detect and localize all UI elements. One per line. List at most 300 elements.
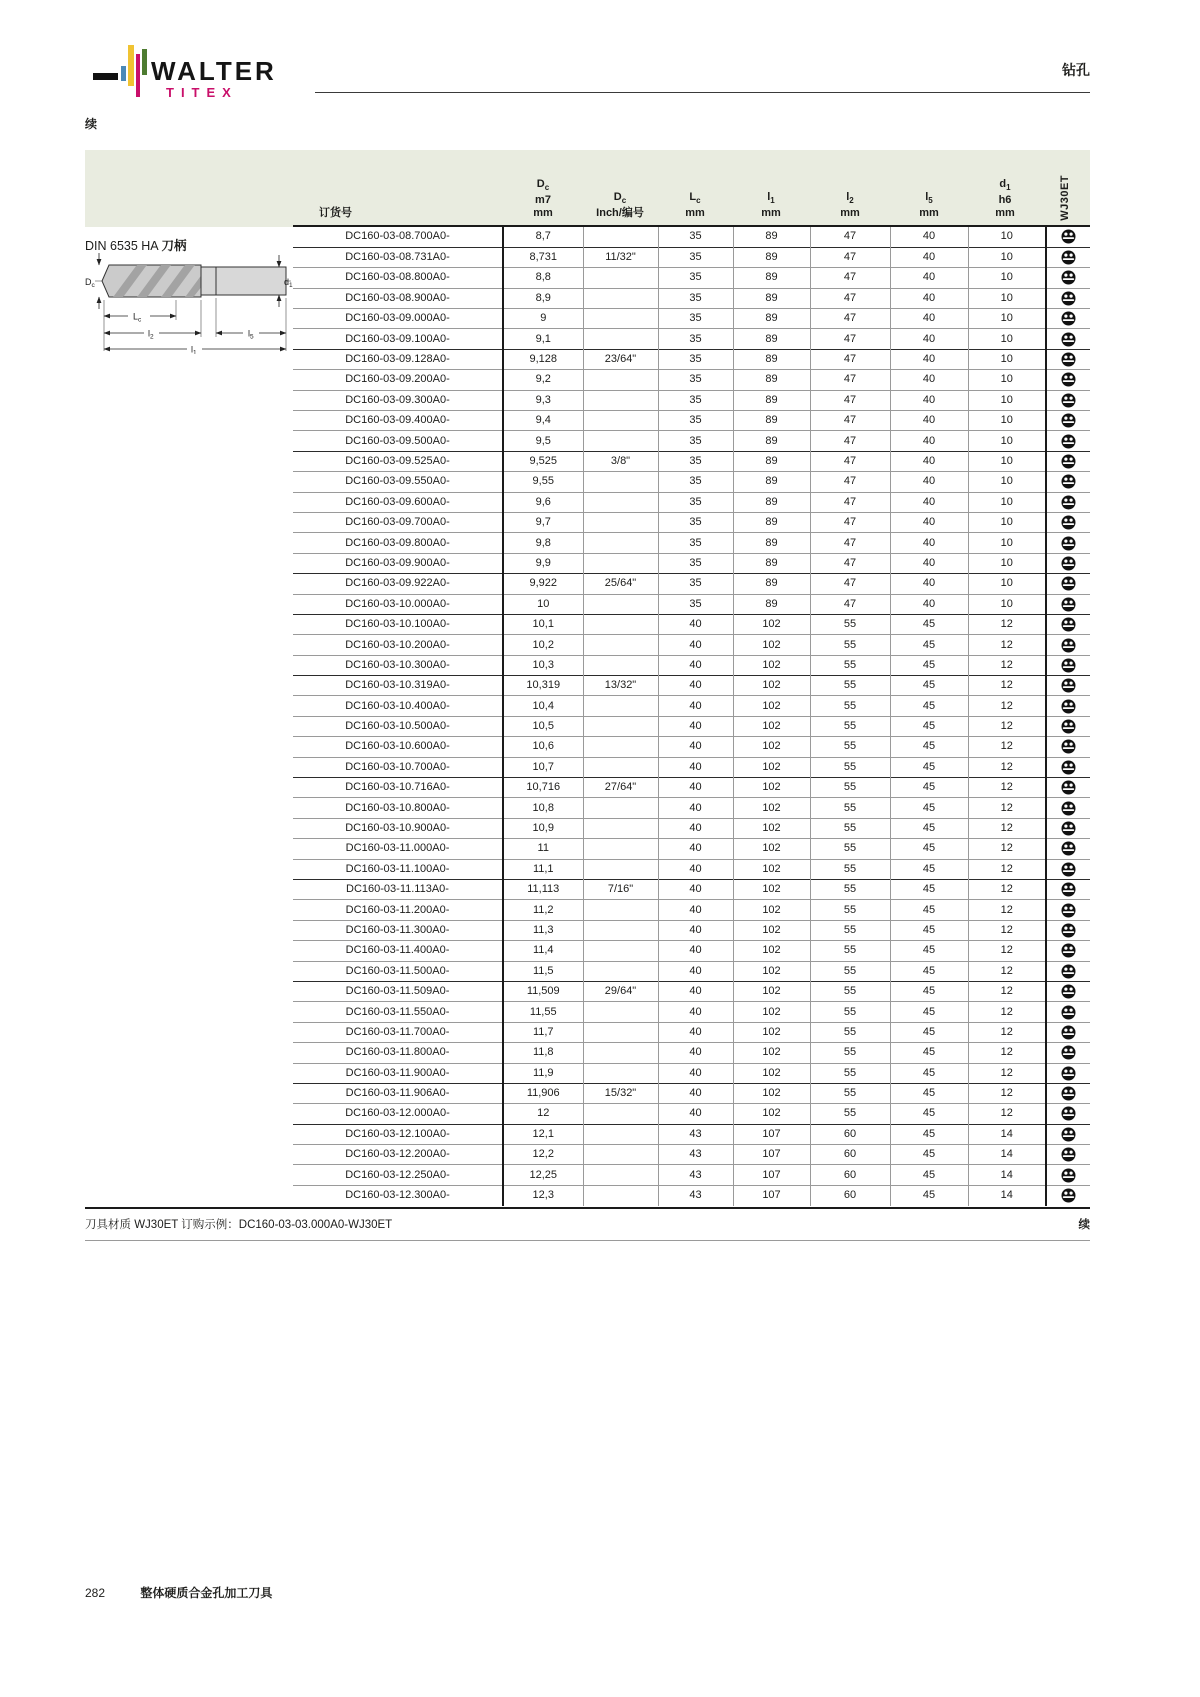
- shank-standard-label: DIN 6535 HA 刀柄: [85, 239, 187, 253]
- wj30et-material-icon: [1061, 984, 1076, 999]
- wj30et-material-icon: [1061, 678, 1076, 693]
- cell-dc-mm: 9,6: [503, 492, 583, 512]
- cell-l1-mm: 89: [733, 329, 810, 349]
- cell-d1-mm: 10: [968, 533, 1046, 553]
- wj30et-material-icon: [1061, 250, 1076, 265]
- cell-d1-mm: 12: [968, 839, 1046, 859]
- cell-grade: [1046, 941, 1090, 961]
- wj30et-material-icon: [1061, 454, 1076, 469]
- cell-dc-mm: 11,8: [503, 1043, 583, 1063]
- cell-l5-mm: 45: [890, 798, 968, 818]
- cell-l5-mm: 40: [890, 349, 968, 369]
- wj30et-material-icon: [1061, 597, 1076, 612]
- cell-l5-mm: 45: [890, 1145, 968, 1165]
- cell-dc-mm: 10,716: [503, 778, 583, 798]
- cell-d1-mm: 12: [968, 614, 1046, 634]
- cell-l5-mm: 45: [890, 676, 968, 696]
- cell-order-no: DC160-03-10.300A0-: [293, 655, 503, 675]
- cell-dc-inch: 3/8": [583, 451, 658, 471]
- cell-l2-mm: 47: [810, 268, 890, 288]
- cell-l1-mm: 102: [733, 635, 810, 655]
- cell-l2-mm: 55: [810, 635, 890, 655]
- cell-lc-mm: 40: [658, 696, 733, 716]
- cell-order-no: DC160-03-08.800A0-: [293, 268, 503, 288]
- cell-l2-mm: 55: [810, 981, 890, 1001]
- footnote: [85, 1216, 1090, 1232]
- cell-grade: [1046, 390, 1090, 410]
- wj30et-material-icon: [1061, 1086, 1076, 1101]
- cell-grade: [1046, 329, 1090, 349]
- cell-lc-mm: 35: [658, 553, 733, 573]
- cell-grade: [1046, 1002, 1090, 1022]
- cell-l1-mm: 102: [733, 778, 810, 798]
- table-row: [293, 880, 1090, 900]
- cell-dc-mm: 11,4: [503, 941, 583, 961]
- cell-l5-mm: 40: [890, 247, 968, 267]
- cell-dc-inch: [583, 1185, 658, 1205]
- wj30et-material-icon: [1061, 699, 1076, 714]
- table-row: [293, 1083, 1090, 1103]
- cell-grade: [1046, 778, 1090, 798]
- cell-grade: [1046, 594, 1090, 614]
- cell-order-no: DC160-03-09.600A0-: [293, 492, 503, 512]
- cell-dc-inch: 13/32": [583, 676, 658, 696]
- cell-lc-mm: 40: [658, 737, 733, 757]
- cell-d1-mm: 10: [968, 574, 1046, 594]
- svg-text:l1: $l_1$: [191, 344, 197, 354]
- cell-grade: [1046, 981, 1090, 1001]
- table-row: [293, 472, 1090, 492]
- logo-titex-text: TITEX: [166, 85, 238, 100]
- cell-dc-inch: [583, 553, 658, 573]
- wj30et-material-icon: [1061, 943, 1076, 958]
- cell-lc-mm: 43: [658, 1124, 733, 1144]
- cell-dc-mm: 8,731: [503, 247, 583, 267]
- cell-d1-mm: 14: [968, 1185, 1046, 1205]
- cell-lc-mm: 43: [658, 1165, 733, 1185]
- cell-lc-mm: 40: [658, 778, 733, 798]
- cell-grade: [1046, 920, 1090, 940]
- cell-dc-inch: [583, 941, 658, 961]
- wj30et-material-icon: [1061, 434, 1076, 449]
- cell-d1-mm: 12: [968, 1063, 1046, 1083]
- cell-dc-inch: [583, 757, 658, 777]
- cell-l1-mm: 102: [733, 716, 810, 736]
- cell-order-no: DC160-03-10.400A0-: [293, 696, 503, 716]
- spec-table-body: [293, 227, 1090, 1206]
- cell-l1-mm: 89: [733, 431, 810, 451]
- cell-d1-mm: 10: [968, 492, 1046, 512]
- cell-l2-mm: 47: [810, 431, 890, 451]
- cell-dc-mm: 11: [503, 839, 583, 859]
- svg-text:d1: $d_1$: [284, 277, 293, 289]
- cell-grade: [1046, 676, 1090, 696]
- cell-l5-mm: 40: [890, 268, 968, 288]
- cell-l2-mm: 55: [810, 1104, 890, 1124]
- cell-dc-mm: 11,1: [503, 859, 583, 879]
- cell-l1-mm: 102: [733, 941, 810, 961]
- logo-bar-green: [142, 49, 147, 75]
- cell-order-no: DC160-03-11.509A0-: [293, 981, 503, 1001]
- table-row: [293, 676, 1090, 696]
- cell-l2-mm: 55: [810, 880, 890, 900]
- cell-grade: [1046, 1043, 1090, 1063]
- cell-dc-mm: 9,3: [503, 390, 583, 410]
- table-row: [293, 431, 1090, 451]
- cell-d1-mm: 12: [968, 920, 1046, 940]
- cell-grade: [1046, 880, 1090, 900]
- cell-dc-inch: [583, 288, 658, 308]
- cell-l2-mm: 47: [810, 451, 890, 471]
- cell-dc-mm: 10,6: [503, 737, 583, 757]
- cell-l5-mm: 40: [890, 492, 968, 512]
- cell-l2-mm: 47: [810, 533, 890, 553]
- cell-l2-mm: 47: [810, 411, 890, 431]
- cell-d1-mm: 10: [968, 288, 1046, 308]
- cell-l2-mm: 55: [810, 839, 890, 859]
- cell-grade: [1046, 451, 1090, 471]
- cell-d1-mm: 12: [968, 676, 1046, 696]
- cell-order-no: DC160-03-08.900A0-: [293, 288, 503, 308]
- cell-grade: [1046, 1185, 1090, 1205]
- cell-lc-mm: 40: [658, 757, 733, 777]
- cell-l2-mm: 55: [810, 941, 890, 961]
- cell-grade: [1046, 1145, 1090, 1165]
- cell-d1-mm: 10: [968, 390, 1046, 410]
- cell-lc-mm: 40: [658, 900, 733, 920]
- table-row: [293, 268, 1090, 288]
- cell-l1-mm: 102: [733, 1022, 810, 1042]
- cell-l1-mm: 89: [733, 247, 810, 267]
- cell-dc-mm: 11,509: [503, 981, 583, 1001]
- wj30et-material-icon: [1061, 270, 1076, 285]
- cell-dc-mm: 9,4: [503, 411, 583, 431]
- cell-order-no: DC160-03-11.113A0-: [293, 880, 503, 900]
- table-row: [293, 451, 1090, 471]
- cell-dc-mm: 10: [503, 594, 583, 614]
- cell-l2-mm: 55: [810, 859, 890, 879]
- cell-lc-mm: 35: [658, 288, 733, 308]
- cell-dc-mm: 12: [503, 1104, 583, 1124]
- cell-l5-mm: 40: [890, 370, 968, 390]
- continued-marker-top: 续: [85, 117, 98, 131]
- cell-lc-mm: 35: [658, 390, 733, 410]
- cell-dc-mm: 10,2: [503, 635, 583, 655]
- table-row: [293, 533, 1090, 553]
- cell-l5-mm: 45: [890, 655, 968, 675]
- cell-l5-mm: 45: [890, 1104, 968, 1124]
- table-header: [85, 150, 1090, 227]
- page-number: 282: [85, 1586, 106, 1600]
- wj30et-material-icon: [1061, 1045, 1076, 1060]
- cell-dc-mm: 9,922: [503, 574, 583, 594]
- cell-d1-mm: 12: [968, 900, 1046, 920]
- cell-grade: [1046, 1083, 1090, 1103]
- cell-l2-mm: 47: [810, 309, 890, 329]
- cell-dc-mm: 10,7: [503, 757, 583, 777]
- cell-l5-mm: 45: [890, 635, 968, 655]
- cell-dc-inch: [583, 737, 658, 757]
- cell-l2-mm: 60: [810, 1145, 890, 1165]
- cell-dc-inch: 7/16": [583, 880, 658, 900]
- cell-order-no: DC160-03-09.922A0-: [293, 574, 503, 594]
- cell-l5-mm: 45: [890, 696, 968, 716]
- cell-d1-mm: 10: [968, 349, 1046, 369]
- cell-order-no: DC160-03-10.700A0-: [293, 757, 503, 777]
- cell-order-no: DC160-03-12.000A0-: [293, 1104, 503, 1124]
- cell-order-no: DC160-03-11.800A0-: [293, 1043, 503, 1063]
- cell-l1-mm: 102: [733, 981, 810, 1001]
- wj30et-material-icon: [1061, 617, 1076, 632]
- cell-d1-mm: 12: [968, 981, 1046, 1001]
- cell-order-no: DC160-03-09.525A0-: [293, 451, 503, 471]
- spec-table: [293, 227, 1090, 1206]
- table-row: [293, 227, 1090, 247]
- cell-l5-mm: 40: [890, 574, 968, 594]
- cell-order-no: DC160-03-09.128A0-: [293, 349, 503, 369]
- wj30et-material-icon: [1061, 413, 1076, 428]
- cell-grade: [1046, 614, 1090, 634]
- cell-grade: [1046, 961, 1090, 981]
- cell-l2-mm: 47: [810, 553, 890, 573]
- wj30et-material-icon: [1061, 821, 1076, 836]
- cell-lc-mm: 40: [658, 920, 733, 940]
- cell-order-no: DC160-03-12.200A0-: [293, 1145, 503, 1165]
- cell-dc-inch: [583, 411, 658, 431]
- table-row: [293, 247, 1090, 267]
- wj30et-material-icon: [1061, 1106, 1076, 1121]
- cell-grade: [1046, 288, 1090, 308]
- cell-l5-mm: 45: [890, 1083, 968, 1103]
- cell-lc-mm: 40: [658, 1002, 733, 1022]
- cell-d1-mm: 12: [968, 798, 1046, 818]
- cell-order-no: DC160-03-09.200A0-: [293, 370, 503, 390]
- cell-l1-mm: 107: [733, 1124, 810, 1144]
- table-row: [293, 411, 1090, 431]
- cell-l1-mm: 102: [733, 900, 810, 920]
- cell-dc-mm: 8,9: [503, 288, 583, 308]
- cell-l5-mm: 45: [890, 716, 968, 736]
- cell-l5-mm: 45: [890, 900, 968, 920]
- cell-l2-mm: 55: [810, 900, 890, 920]
- table-row: [293, 655, 1090, 675]
- cell-l2-mm: 47: [810, 329, 890, 349]
- cell-l2-mm: 55: [810, 1083, 890, 1103]
- cell-dc-inch: [583, 1165, 658, 1185]
- cell-order-no: DC160-03-11.550A0-: [293, 1002, 503, 1022]
- cell-lc-mm: 40: [658, 655, 733, 675]
- cell-l5-mm: 45: [890, 859, 968, 879]
- cell-grade: [1046, 737, 1090, 757]
- logo-walter-text: WALTER: [151, 56, 277, 86]
- svg-text:Lc: $L_c$: [133, 311, 142, 324]
- cell-l1-mm: 102: [733, 818, 810, 838]
- cell-dc-mm: 11,7: [503, 1022, 583, 1042]
- cell-order-no: DC160-03-09.550A0-: [293, 472, 503, 492]
- wj30et-material-icon: [1061, 393, 1076, 408]
- cell-l2-mm: 55: [810, 716, 890, 736]
- cell-lc-mm: 40: [658, 1083, 733, 1103]
- cell-order-no: DC160-03-12.250A0-: [293, 1165, 503, 1185]
- cell-l2-mm: 55: [810, 614, 890, 634]
- cell-l5-mm: 40: [890, 411, 968, 431]
- table-row: [293, 1043, 1090, 1063]
- cell-grade: [1046, 900, 1090, 920]
- cell-order-no: DC160-03-11.400A0-: [293, 941, 503, 961]
- cell-l5-mm: 40: [890, 390, 968, 410]
- cell-d1-mm: 14: [968, 1124, 1046, 1144]
- cell-dc-mm: 10,3: [503, 655, 583, 675]
- cell-dc-mm: 10,9: [503, 818, 583, 838]
- cell-grade: [1046, 655, 1090, 675]
- header-l2: $l_2$ mm: [840, 190, 860, 219]
- cell-lc-mm: 40: [658, 798, 733, 818]
- wj30et-material-icon: [1061, 556, 1076, 571]
- cell-d1-mm: 12: [968, 757, 1046, 777]
- cell-order-no: DC160-03-09.500A0-: [293, 431, 503, 451]
- cell-lc-mm: 35: [658, 247, 733, 267]
- wj30et-material-icon: [1061, 882, 1076, 897]
- cell-l5-mm: 45: [890, 839, 968, 859]
- cell-l5-mm: 45: [890, 778, 968, 798]
- cell-l5-mm: 40: [890, 512, 968, 532]
- cell-d1-mm: 10: [968, 451, 1046, 471]
- cell-dc-inch: [583, 961, 658, 981]
- cell-l5-mm: 45: [890, 961, 968, 981]
- cell-order-no: DC160-03-12.300A0-: [293, 1185, 503, 1205]
- cell-lc-mm: 40: [658, 1063, 733, 1083]
- header-d1: $d_1$ h6 mm: [995, 177, 1015, 219]
- cell-l1-mm: 102: [733, 676, 810, 696]
- cell-dc-inch: [583, 329, 658, 349]
- cell-lc-mm: 35: [658, 227, 733, 247]
- wj30et-material-icon: [1061, 1127, 1076, 1142]
- cell-dc-mm: 8,8: [503, 268, 583, 288]
- cell-l5-mm: 45: [890, 1022, 968, 1042]
- cell-dc-mm: 10,1: [503, 614, 583, 634]
- cell-lc-mm: 35: [658, 533, 733, 553]
- cell-l5-mm: 45: [890, 981, 968, 1001]
- cell-d1-mm: 10: [968, 431, 1046, 451]
- wj30et-material-icon: [1061, 576, 1076, 591]
- header-dc-mm: $D_c$ m7 mm: [533, 177, 553, 219]
- cell-dc-inch: [583, 635, 658, 655]
- cell-order-no: DC160-03-08.700A0-: [345, 230, 450, 243]
- cell-grade: [1046, 1063, 1090, 1083]
- cell-l5-mm: 45: [890, 1124, 968, 1144]
- cell-lc-mm: 40: [658, 716, 733, 736]
- cell-lc-mm: 35: [658, 451, 733, 471]
- cell-lc-mm: 35: [658, 349, 733, 369]
- cell-order-no: DC160-03-10.600A0-: [293, 737, 503, 757]
- cell-l5-mm: 45: [890, 1185, 968, 1205]
- table-row: [293, 370, 1090, 390]
- cell-order-no: DC160-03-09.300A0-: [293, 390, 503, 410]
- cell-dc-mm: 11,55: [503, 1002, 583, 1022]
- wj30et-material-icon: [1061, 311, 1076, 326]
- cell-l5-mm: 45: [890, 757, 968, 777]
- cell-d1-mm: 10: [968, 227, 1046, 247]
- footer-title: 整体硬质合金孔加工刀具: [140, 1586, 273, 1600]
- cell-dc-inch: [583, 1104, 658, 1124]
- cell-lc-mm: 35: [658, 329, 733, 349]
- cell-l5-mm: 40: [890, 451, 968, 471]
- cell-l5-mm: 45: [890, 737, 968, 757]
- cell-dc-inch: [583, 492, 658, 512]
- cell-d1-mm: 10: [968, 594, 1046, 614]
- table-row: [293, 818, 1090, 838]
- cell-l5-mm: 40: [890, 472, 968, 492]
- cell-dc-inch: [583, 655, 658, 675]
- table-row: [293, 390, 1090, 410]
- cell-dc-mm: 9,525: [503, 451, 583, 471]
- cell-dc-mm: 10,319: [503, 676, 583, 696]
- cell-dc-mm: 9,5: [503, 431, 583, 451]
- cell-dc-mm: 9,55: [503, 472, 583, 492]
- table-bottom-rule: [85, 1207, 1090, 1209]
- table-row: [293, 859, 1090, 879]
- table-row: [293, 941, 1090, 961]
- logo-bar-magenta: [136, 54, 140, 97]
- cell-l1-mm: 89: [733, 472, 810, 492]
- cell-dc-mm: 10,5: [503, 716, 583, 736]
- cell-dc-inch: [583, 1022, 658, 1042]
- cell-lc-mm: 40: [658, 1022, 733, 1042]
- cell-l5-mm: 40: [890, 288, 968, 308]
- cell-l5-mm: 40: [890, 329, 968, 349]
- table-row: [293, 553, 1090, 573]
- cell-grade: [1046, 839, 1090, 859]
- wj30et-material-icon: [1061, 352, 1076, 367]
- cell-order-no: DC160-03-11.700A0-: [293, 1022, 503, 1042]
- cell-dc-mm: 11,2: [503, 900, 583, 920]
- cell-dc-mm: 9,8: [503, 533, 583, 553]
- cell-dc-inch: [583, 268, 658, 288]
- wj30et-material-icon: [1061, 372, 1076, 387]
- cell-d1-mm: 10: [968, 329, 1046, 349]
- cell-l1-mm: 102: [733, 961, 810, 981]
- table-row: [293, 614, 1090, 634]
- cell-dc-inch: 27/64": [583, 778, 658, 798]
- cell-d1-mm: 12: [968, 1083, 1046, 1103]
- cell-l1-mm: 102: [733, 1063, 810, 1083]
- cell-dc-mm: 9,9: [503, 553, 583, 573]
- wj30et-material-icon: [1061, 801, 1076, 816]
- cell-grade: [1046, 859, 1090, 879]
- wj30et-material-icon: [1061, 1147, 1076, 1162]
- cell-grade: [1046, 818, 1090, 838]
- cell-d1-mm: 14: [968, 1165, 1046, 1185]
- svg-text:l5: $l_5$: [248, 328, 254, 341]
- cell-order-no: DC160-03-11.200A0-: [293, 900, 503, 920]
- cell-order-no: DC160-03-10.100A0-: [293, 614, 503, 634]
- cell-lc-mm: 40: [658, 614, 733, 634]
- cell-dc-mm: 12,3: [503, 1185, 583, 1205]
- cell-l1-mm: 89: [733, 533, 810, 553]
- wj30et-material-icon: [1061, 964, 1076, 979]
- cell-l2-mm: 55: [810, 696, 890, 716]
- cell-l2-mm: 55: [810, 798, 890, 818]
- table-row: [293, 594, 1090, 614]
- cell-l1-mm: 89: [733, 574, 810, 594]
- cell-lc-mm: 40: [658, 635, 733, 655]
- cell-dc-inch: [583, 1043, 658, 1063]
- cell-d1-mm: 10: [968, 472, 1046, 492]
- cell-l5-mm: 45: [890, 1002, 968, 1022]
- cell-d1-mm: 10: [968, 247, 1046, 267]
- cell-dc-inch: [583, 1063, 658, 1083]
- cell-dc-inch: [583, 390, 658, 410]
